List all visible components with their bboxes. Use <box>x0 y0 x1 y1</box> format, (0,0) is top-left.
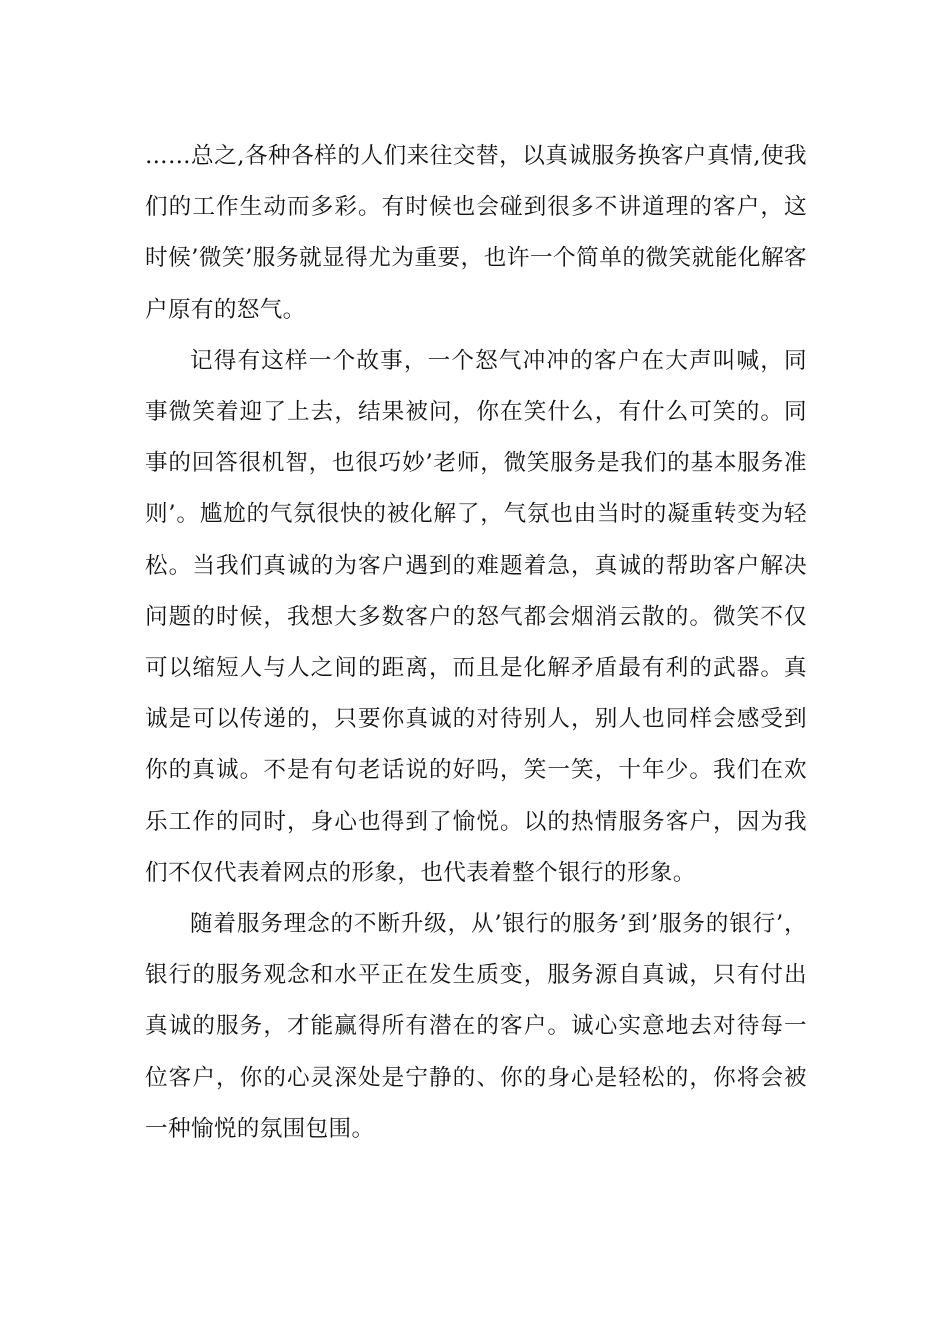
paragraph-3: 随着服务理念的不断升级，从’银行的服务’到’服务的银行’，银行的服务观念和水平正在发生质变，服务源自真诚，只有付出真诚的服务，才能赢得所有潜在的客户。诚心实意地去对待每一位客户，你的心灵深处是宁静的、你的身心是轻松的，你将会被一种愉悦的氛围包围。 <box>145 911 807 1142</box>
paragraph-2: 记得有这样一个故事，一个怒气冲冲的客户在大声叫喊，同事微笑着迎了上去，结果被问，你在笑什么，有什么可笑的。同事的回答很机智，也很巧妙’老师，微笑服务是我们的基本服务准则’。尴尬的气氛很快的被化解了，气氛也由当时的凝重转变为轻松。当我们真诚的为客户遇到的难题着急，真诚的帮助客户解决问题的时候，我想大多数客户的怒气都会烟消云散的。微笑不仅可以缩短人与人之间的距离，而且是化解矛盾最有利的武器。真诚是可以传递的，只要你真诚的对待别人，别人也同样会感受到你的真诚。不是有句老话说的好吗，笑一笑，十年少。我们在欢乐工作的同时，身心也得到了愉悦。以的热情服务客户，因为我们不仅代表着网点的形象，也代表着整个银行的形象。 <box>145 347 807 886</box>
document-body <box>145 131 807 1155</box>
paragraph-1: ……总之,各种各样的人们来往交替，以真诚服务换客户真情,使我们的工作生动而多彩。有时候也会碰到很多不讲道理的客户，这时候’微笑’服务就显得尤为重要，也许一个简单的微笑就能化解客户原有的怒气。 <box>145 143 807 323</box>
